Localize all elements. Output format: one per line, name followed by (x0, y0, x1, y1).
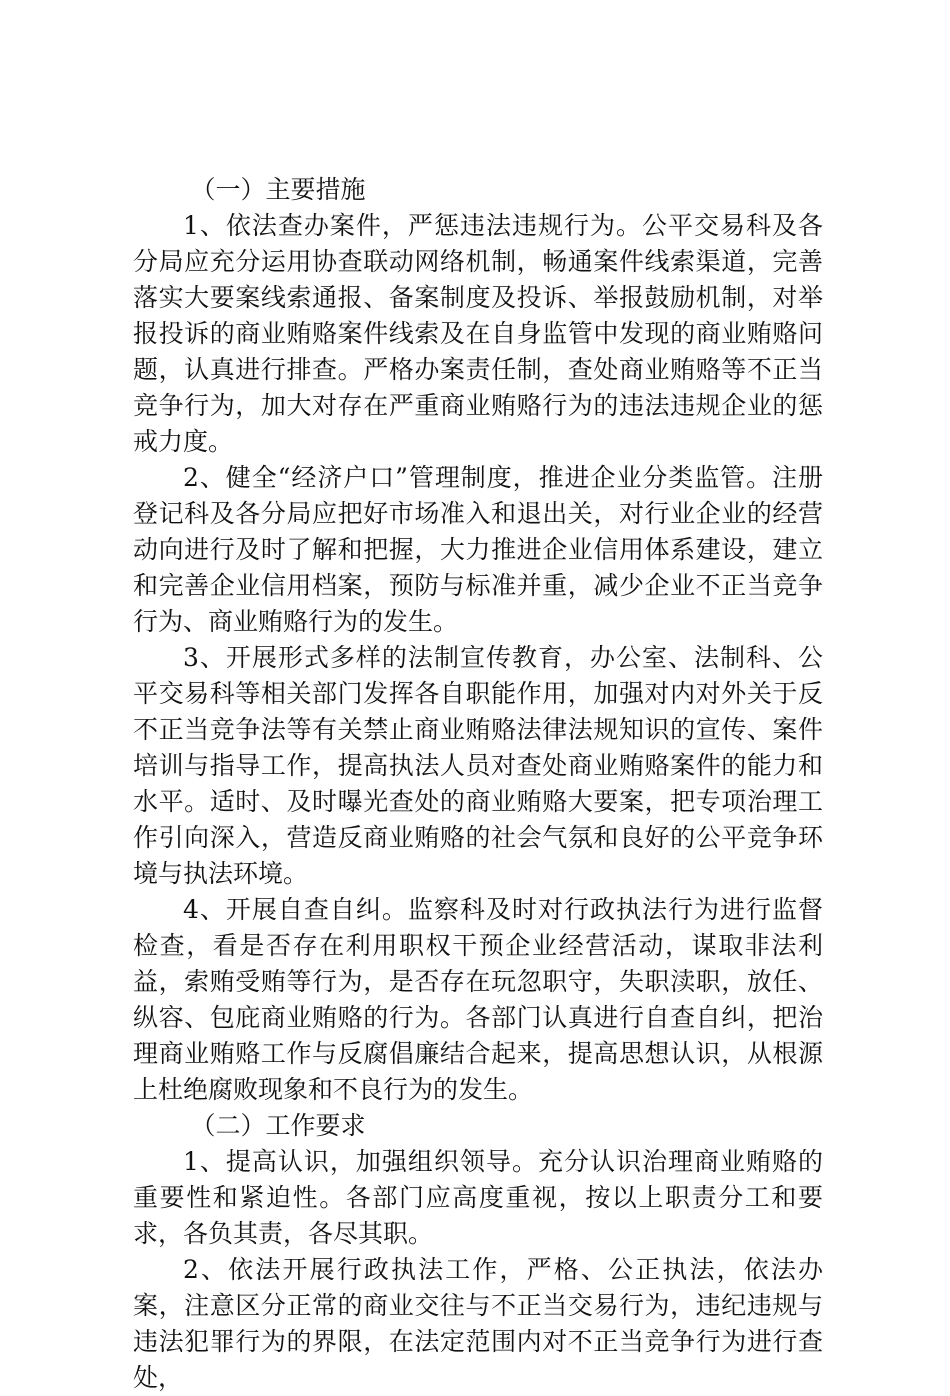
paragraph-requirement-1: 1、提高认识，加强组织领导。充分认识治理商业贿赂的重要性和紧迫性。各部门应高度重视，按以上职责分工和要求，各负其责，各尽其职。 (133, 1147, 823, 1248)
paragraph-measure-2: 2、健全“经济户口”管理制度，推进企业分类监管。注册登记科及各分局应把好市场准入和退出关，对行业企业的经营动向进行及时了解和把握，大力推进企业信用体系建设，建立和完善企业信用档案，预防与标准并重，减少企业不正当竞争行为、商业贿赂行为的发生。 (133, 463, 823, 636)
paragraph-measure-4: 4、开展自查自纠。监察科及时对行政执法行为进行监督检查，看是否存在利用职权干预企业经营活动，谋取非法利益，索贿受贿等行为，是否存在玩忽职守，失职渎职，放任、纵容、包庇商业贿赂的行为。各部门认真进行自查自纠，把治理商业贿赂工作与反腐倡廉结合起来，提高思想认识，从根源上杜绝腐败现象和不良行为的发生。 (133, 895, 823, 1104)
paragraph-measure-1: 1、依法查办案件，严惩违法违规行为。公平交易科及各分局应充分运用协查联动网络机制，畅通案件线索渠道，完善落实大要案线索通报、备案制度及投诉、举报鼓励机制，对举报投诉的商业贿赂案件线索及在自身监管中发现的商业贿赂问题，认真进行排查。严格办案责任制，查处商业贿赂等不正当竞争行为，加大对存在严重商业贿赂行为的违法违规企业的惩戒力度。 (133, 211, 823, 456)
paragraph-requirement-2: 2、依法开展行政执法工作，严格、公正执法，依法办案，注意区分正常的商业交往与不正当交易行为，违纪违规与违法犯罪行为的界限，在法定范围内对不正当竞争行为进行查处， (133, 1255, 823, 1392)
paragraph-measure-3: 3、开展形式多样的法制宣传教育，办公室、法制科、公平交易科等相关部门发挥各自职能作用，加强对内对外关于反不正当竞争法等有关禁止商业贿赂法律法规知识的宣传、案件培训与指导工作，提高执法人员对查处商业贿赂案件的能力和水平。适时、及时曝光查处的商业贿赂大要案，把专项治理工作引向深入，营造反商业贿赂的社会气氛和良好的公平竞争环境与执法环境。 (133, 643, 823, 888)
section-heading-work-requirements: （二）工作要求 (190, 1111, 366, 1140)
document-body (133, 172, 823, 1396)
section-heading-main-measures: （一）主要措施 (190, 175, 366, 204)
